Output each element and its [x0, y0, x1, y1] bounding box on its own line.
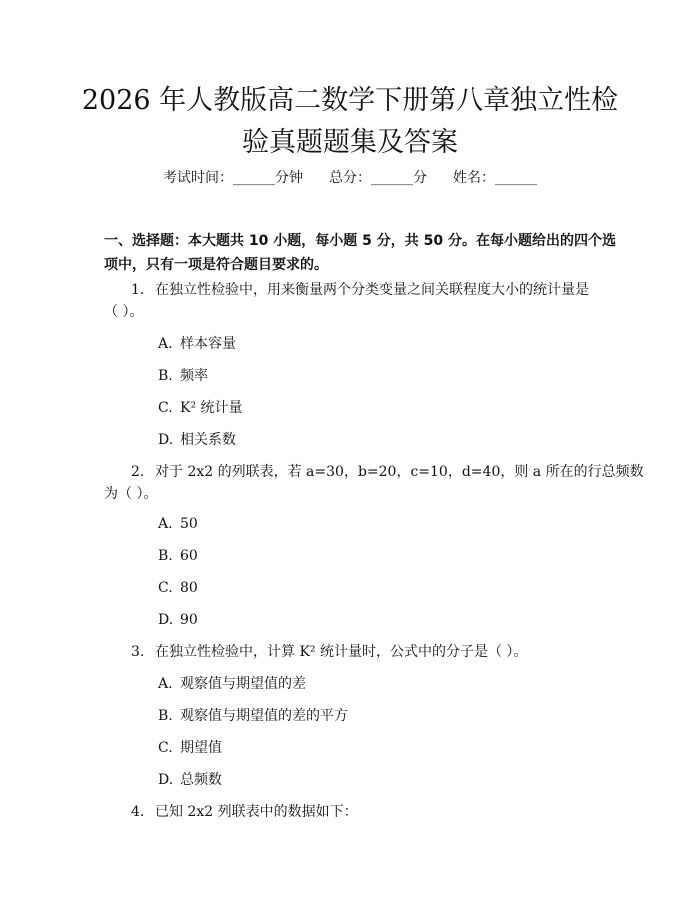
question-text: 在独立性检验中，用来衡量两个分类变量之间关联程度大小的统计量是 [155, 282, 589, 298]
question-1-option-a: A. 样本容量 [158, 336, 236, 352]
question-3-option-c: C. 期望值 [158, 740, 222, 756]
question-2-option-d: D. 90 [158, 612, 198, 628]
question-4-stem [131, 802, 358, 822]
section-heading-line-1: 一、选择题：本大题共 10 小题，每小题 5 分，共 50 分。在每小题给出的四个选 [104, 233, 616, 249]
student-name-label: 姓名：______ [453, 170, 537, 186]
question-text: 在独立性检验中，计算 K² 统计量时，公式中的分子是（ ）。 [155, 644, 528, 660]
question-1-option-b: B. 频率 [158, 368, 208, 384]
question-number: 2. [131, 464, 145, 480]
question-1-stem-cont: （ ）。 [104, 304, 144, 320]
question-1-stem [131, 280, 589, 300]
question-number: 3. [131, 644, 145, 660]
exam-meta [0, 168, 700, 188]
page-title-line-1: 2026 年人教版高二数学下册第八章独立性检 [81, 85, 619, 116]
question-3-option-a: A. 观察值与期望值的差 [158, 676, 306, 692]
question-1-option-c: C. K² 统计量 [158, 400, 243, 416]
section-heading-line-2: 项中，只有一项是符合题目要求的。 [104, 257, 328, 273]
total-score-label: 总分：______分 [329, 170, 427, 186]
question-number: 4. [131, 804, 145, 820]
question-2-option-b: B. 60 [158, 548, 198, 564]
question-text: 对于 2x2 的列联表，若 a=30，b=20，c=10，d=40，则 a 所在的行总频数 [155, 464, 644, 480]
page-title [60, 80, 640, 164]
question-2-option-c: C. 80 [158, 580, 198, 596]
section-heading [104, 229, 616, 277]
question-number: 1. [131, 282, 145, 298]
question-3-stem [131, 642, 527, 662]
page-title-line-2: 验真题题集及答案 [242, 127, 458, 158]
question-3-option-b: B. 观察值与期望值的差的平方 [158, 708, 348, 724]
question-3-option-d: D. 总频数 [158, 772, 222, 788]
question-1-option-d: D. 相关系数 [158, 432, 236, 448]
question-2-stem-cont: 为（ ）。 [104, 486, 158, 502]
question-2-option-a: A. 50 [158, 516, 198, 532]
question-text: 已知 2x2 列联表中的数据如下： [155, 804, 358, 820]
question-2-stem [131, 462, 644, 482]
exam-time-label: 考试时间：______分钟 [163, 170, 303, 186]
